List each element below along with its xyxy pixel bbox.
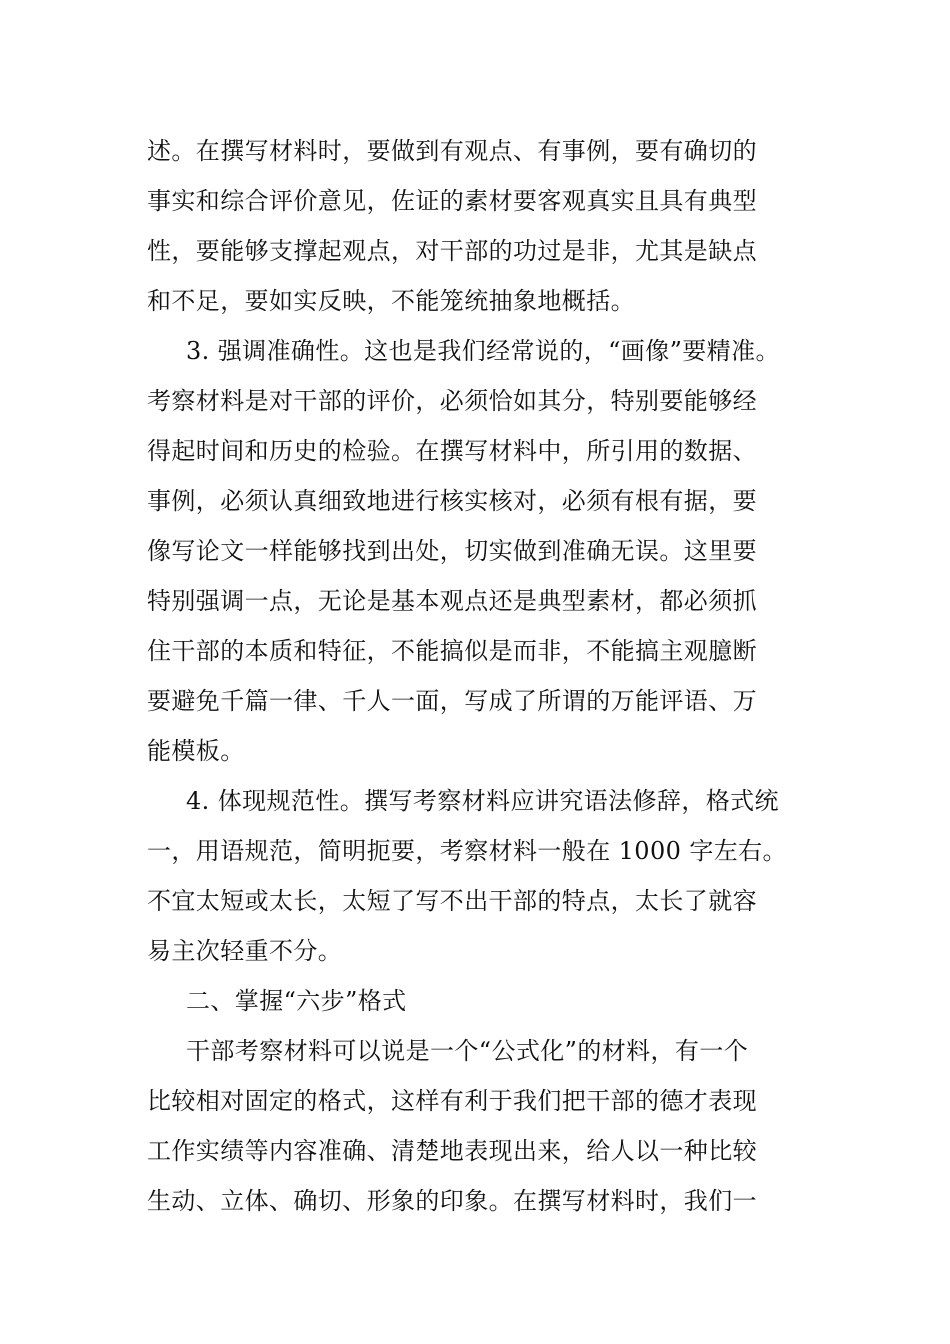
- text-line: 易主次轻重不分。: [147, 937, 343, 965]
- text-line: 考察材料是对干部的评价，必须恰如其分，特别要能够经: [147, 387, 757, 415]
- text-line: 住干部的本质和特征，不能搞似是而非，不能搞主观臆断: [147, 637, 757, 665]
- text-line: 事实和综合评价意见，佐证的素材要客观真实且具有典型: [147, 187, 757, 215]
- text-line: 得起时间和历史的检验。在撰写材料中，所引用的数据、: [147, 437, 757, 465]
- text-line: 能模板。: [147, 737, 245, 765]
- text-line: 特别强调一点，无论是基本观点还是典型素材，都必须抓: [147, 587, 757, 615]
- text-line: 不宜太短或太长，太短了写不出干部的特点，太长了就容: [147, 887, 757, 915]
- text-line: 和不足，要如实反映，不能笼统抽象地概括。: [147, 287, 635, 315]
- text-line: 要避免千篇一律、千人一面，写成了所谓的万能评语、万: [147, 687, 757, 715]
- text-line: 4. 体现规范性。撰写考察材料应讲究语法修辞，格式统: [186, 787, 779, 815]
- section-heading: 二、掌握“六步”格式: [186, 987, 407, 1015]
- text-line: 3. 强调准确性。这也是我们经常说的，“画像”要精准。: [186, 337, 780, 365]
- text-line: 事例，必须认真细致地进行核实核对，必须有根有据，要: [147, 487, 757, 515]
- text-line: 生动、立体、确切、形象的印象。在撰写材料时，我们一: [147, 1187, 757, 1215]
- text-line: 一，用语规范，简明扼要，考察材料一般在 1000 字左右。: [147, 837, 787, 865]
- text-line: 工作实绩等内容准确、清楚地表现出来，给人以一种比较: [147, 1137, 757, 1165]
- text-line: 性，要能够支撑起观点，对干部的功过是非，尤其是缺点: [147, 237, 757, 265]
- text-line: 比较相对固定的格式，这样有利于我们把干部的德才表现: [147, 1087, 757, 1115]
- text-line: 述。在撰写材料时，要做到有观点、有事例，要有确切的: [147, 137, 757, 165]
- text-line: 像写论文一样能够找到出处，切实做到准确无误。这里要: [147, 537, 757, 565]
- text-line: 干部考察材料可以说是一个“公式化”的材料，有一个: [186, 1037, 749, 1065]
